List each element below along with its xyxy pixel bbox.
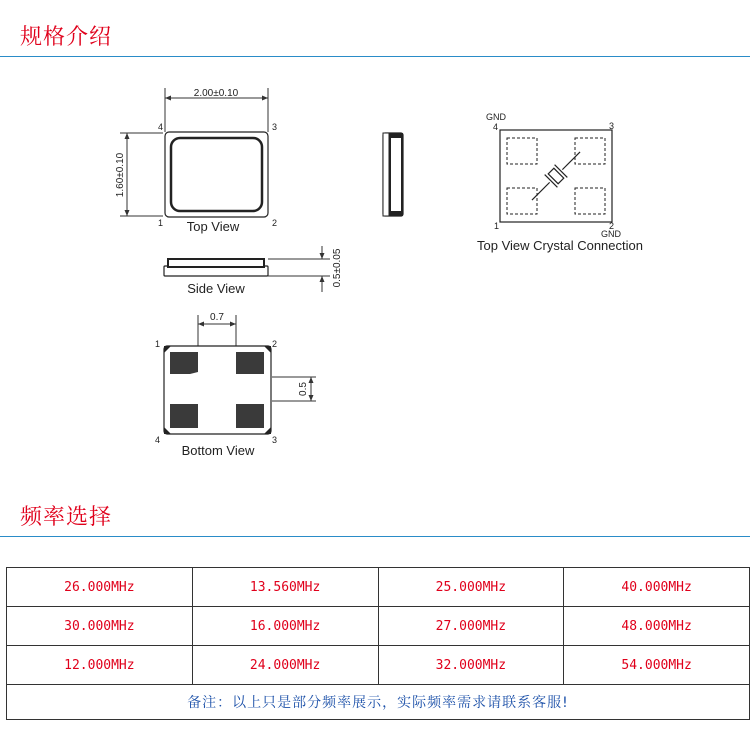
freq-cell: 40.000MHz — [564, 568, 750, 607]
freq-cell: 54.000MHz — [564, 646, 750, 685]
top-view-drawing — [115, 88, 277, 234]
bottom-view-pin-1: 1 — [155, 339, 161, 349]
freq-cell: 26.000MHz — [7, 568, 193, 607]
top-view-height-dim: 1.60±0.10 — [115, 152, 126, 198]
connection-gnd-bottom: GND — [601, 229, 621, 239]
bottom-view-pin-3: 3 — [272, 435, 278, 445]
connection-caption: Top View Crystal Connection — [477, 238, 643, 253]
table-row — [7, 607, 750, 646]
bottom-view-caption: Bottom View — [181, 443, 255, 458]
freq-cell: 25.000MHz — [378, 568, 564, 607]
connection-pin-1: 1 — [494, 221, 500, 231]
table-row — [7, 646, 750, 685]
frequency-table — [6, 567, 750, 720]
freq-cell: 48.000MHz — [564, 607, 750, 646]
crystal-connection-drawing — [477, 112, 643, 253]
top-view-pin-2: 2 — [272, 218, 278, 228]
freq-title-rule — [0, 536, 750, 537]
top-view-pin-3: 3 — [272, 122, 278, 132]
freq-cell: 12.000MHz — [7, 646, 193, 685]
table-note-row — [7, 685, 750, 720]
bottom-view-pin-2: 2 — [272, 339, 278, 349]
table-row — [7, 568, 750, 607]
connection-gnd-top: GND — [486, 112, 506, 122]
connection-pin-2: 2 — [609, 221, 615, 231]
frequency-note: 备注：以上只是部分频率展示，实际频率需求请联系客服! — [7, 685, 750, 720]
freq-section-title: 频率选择 — [20, 505, 113, 530]
connection-pin-3: 3 — [609, 121, 615, 131]
top-view-pin-4: 4 — [158, 122, 164, 132]
bottom-view-pad-width-dim: 0.7 — [210, 312, 224, 323]
side-view-thickness-dim: 0.5±0.05 — [332, 248, 343, 288]
freq-cell: 16.000MHz — [192, 607, 378, 646]
freq-cell: 32.000MHz — [378, 646, 564, 685]
side-view-drawing — [164, 246, 343, 296]
edge-view-drawing — [383, 133, 403, 216]
freq-cell: 13.560MHz — [192, 568, 378, 607]
bottom-view-drawing — [155, 312, 316, 458]
spec-section-title: 规格介绍 — [20, 25, 113, 50]
top-view-pin-1: 1 — [158, 218, 164, 228]
top-view-caption: Top View — [186, 219, 240, 234]
connection-pin-4: 4 — [493, 122, 499, 132]
bottom-view-pad-height-dim: 0.5 — [298, 382, 309, 396]
top-view-width-dim: 2.00±0.10 — [193, 88, 239, 99]
side-view-caption: Side View — [187, 281, 245, 296]
bottom-view-pin-4: 4 — [155, 435, 161, 445]
freq-cell: 27.000MHz — [378, 607, 564, 646]
freq-cell: 30.000MHz — [7, 607, 193, 646]
freq-cell: 24.000MHz — [192, 646, 378, 685]
